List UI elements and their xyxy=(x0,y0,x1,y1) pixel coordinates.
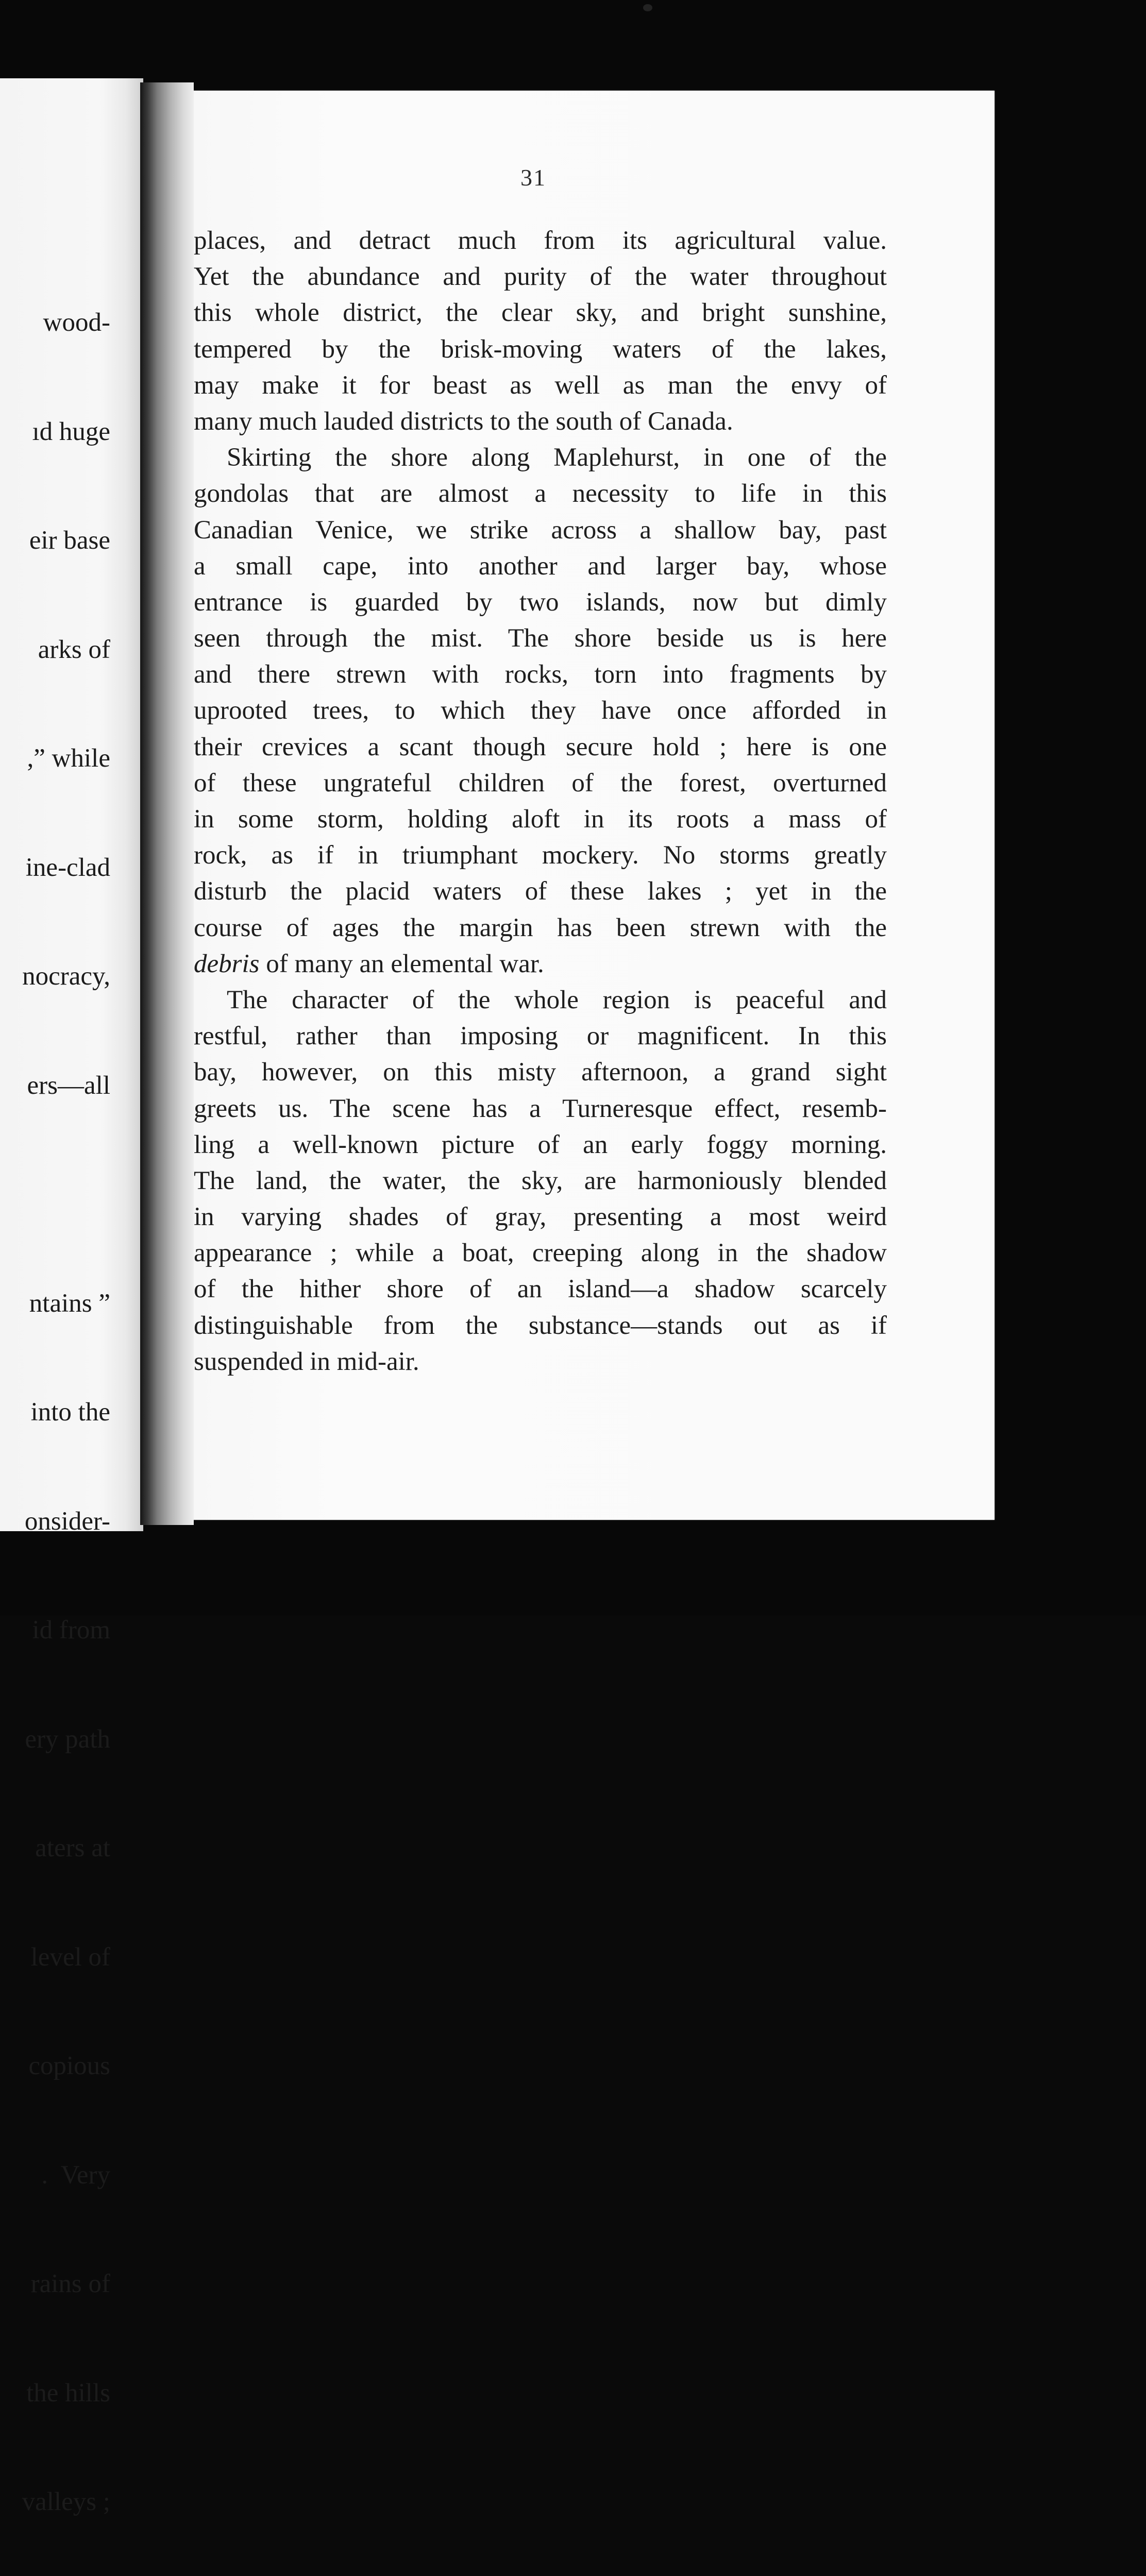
text-line: and there strewn with rocks, torn into fragments by xyxy=(194,660,887,689)
text-line: appearance ; while a boat, creeping along in the shadow xyxy=(194,1239,887,1268)
text-line: this whole district, the clear sky, and bright sunshine, xyxy=(194,298,887,328)
text-line: course of ages the margin has been strewn with the xyxy=(194,913,887,942)
text-line: distinguishable from the substance—stands out as if xyxy=(194,1311,887,1340)
paragraph-1 xyxy=(194,223,887,439)
text-line: of these ungrateful children of the forest, overturned xyxy=(194,768,887,798)
left-line: ntains ” xyxy=(29,1289,110,1318)
text-line: places, and detract much from its agricultural value. xyxy=(194,226,887,255)
paragraph-2 xyxy=(194,439,887,982)
text-line: gondolas that are almost a necessity to life in this xyxy=(194,479,887,509)
left-line xyxy=(0,1176,110,1213)
text-line: their crevices a scant though secure hold ; here is one xyxy=(194,732,887,761)
left-line: copious xyxy=(28,2052,110,2080)
text-line: bay, however, on this misty afternoon, a grand sight xyxy=(194,1058,887,1087)
left-line: nocracy, xyxy=(22,962,110,991)
left-line: valleys ; xyxy=(22,2487,110,2516)
text-line: ling a well-known picture of an early foggy morning. xyxy=(194,1130,887,1159)
paragraph-3 xyxy=(194,982,887,1380)
text-line: Yet the abundance and purity of the water throughout xyxy=(194,262,887,292)
left-line: eir base xyxy=(29,526,110,555)
left-line: aters at xyxy=(35,1834,110,1862)
left-line: ers—all xyxy=(27,1071,110,1100)
left-line: wood- xyxy=(43,308,110,337)
left-line: ery path xyxy=(25,1724,110,1754)
page-number: 31 xyxy=(520,164,546,191)
left-line: ıd huge xyxy=(32,417,110,446)
left-page-text xyxy=(0,232,110,2576)
text-line: tempered by the brisk-moving waters of the lakes, xyxy=(194,334,887,364)
left-line: . Very xyxy=(41,2160,110,2190)
text-line: a small cape, into another and larger bay, whose xyxy=(194,551,887,581)
text-line: The character of the whole region is peaceful and xyxy=(227,985,887,1014)
text-line: The land, the water, the sky, are harmoniously blended xyxy=(194,1166,887,1195)
page-body xyxy=(194,223,887,1380)
text-line: Skirting the shore along Maplehurst, in one of the xyxy=(227,443,887,472)
left-line: into the xyxy=(30,1398,110,1427)
text-line: of the hither shore of an island—a shadow scarcely xyxy=(194,1275,887,1304)
text-line: entrance is guarded by two islands, now but dimly xyxy=(194,587,887,617)
text-line: greets us. The scene has a Turneresque effect, resemb- xyxy=(194,1094,887,1123)
text-line: rock, as if in triumphant mockery. No storms greatly xyxy=(194,841,887,870)
left-line: ine-clad xyxy=(25,853,110,882)
page-gutter-shadow xyxy=(140,82,194,1525)
left-line: rains of xyxy=(30,2269,110,2298)
left-line: onsider- xyxy=(24,1506,110,1536)
text-line: debris of many an elemental war. xyxy=(194,949,544,978)
left-line: level of xyxy=(30,1942,110,1972)
text-line: Canadian Venice, we strike across a shallow bay, past xyxy=(194,515,887,545)
text-line: seen through the mist. The shore beside us is here xyxy=(194,624,887,653)
text-line: suspended in mid-air. xyxy=(194,1347,419,1376)
italic-word: debris xyxy=(194,949,260,978)
text-line: disturb the placid waters of these lakes ; yet in the xyxy=(194,877,887,906)
left-line: ,” while xyxy=(27,744,110,773)
text-line: in varying shades of gray, presenting a most weird xyxy=(194,1202,887,1232)
text-line: in some storm, holding aloft in its roots a mass of xyxy=(194,805,887,834)
ink-speck xyxy=(643,4,652,11)
text-line: many much lauded districts to the south of Canada. xyxy=(194,406,733,436)
text-line: restful, rather than imposing or magnificent. In this xyxy=(194,1022,887,1051)
text-line: uprooted trees, to which they have once afforded in xyxy=(194,696,887,725)
left-line: the hills xyxy=(26,2378,110,2408)
left-page xyxy=(0,78,143,2516)
left-line: id from xyxy=(32,1616,110,1645)
left-line: arks of xyxy=(38,635,110,664)
text-line: may make it for beast as well as man the envy of xyxy=(194,370,887,400)
